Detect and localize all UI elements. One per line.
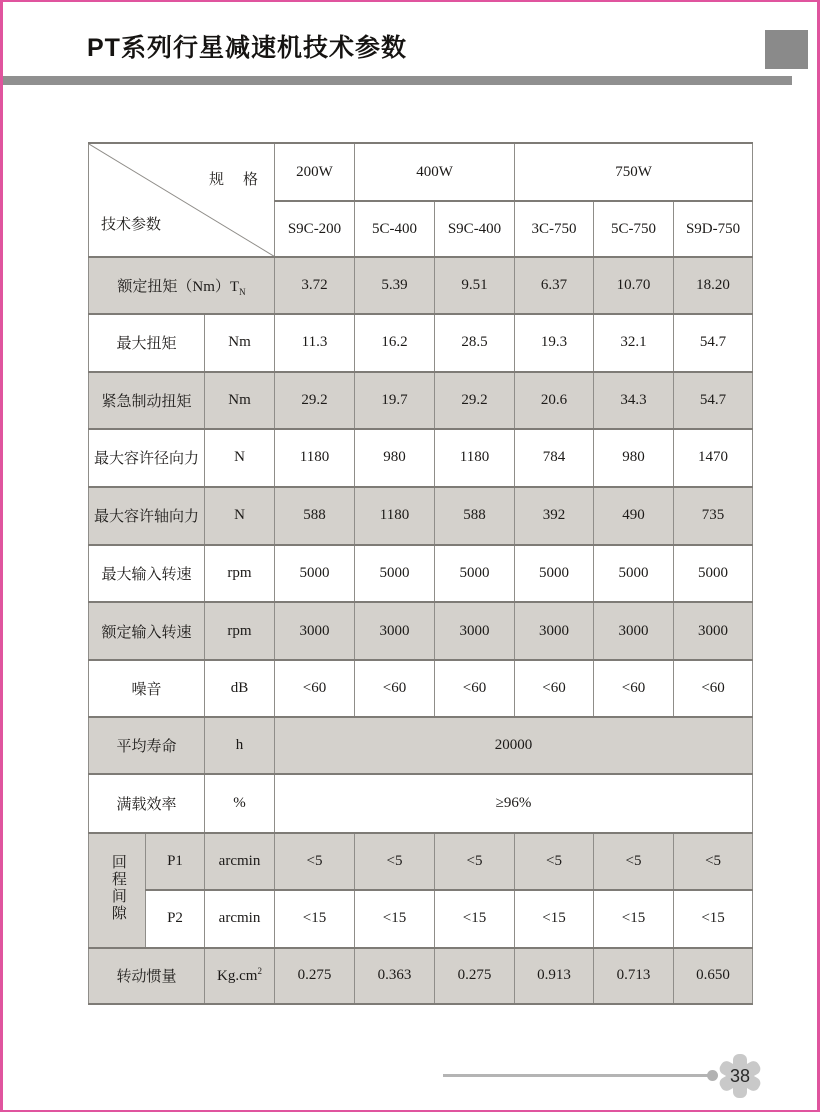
value-cell: <5 (515, 833, 594, 890)
value-cell: 5000 (515, 545, 594, 602)
value-cell: <5 (594, 833, 674, 890)
model-cell: 3C-750 (515, 201, 594, 257)
unit-cell: Nm (205, 314, 275, 371)
value-cell: <5 (355, 833, 435, 890)
row-backlash-p1 (89, 833, 753, 890)
value-cell: 980 (355, 429, 435, 487)
unit-cell: $Kg.cm^2$ (205, 948, 275, 1004)
sub-row-label: P1 (146, 833, 205, 890)
row-rated-torque (89, 257, 753, 314)
value-cell: 0.913 (515, 948, 594, 1004)
unit-cell: rpm (205, 602, 275, 660)
table-corner-cell (89, 143, 275, 257)
value-cell: 0.275 (435, 948, 515, 1004)
value-cell: 0.650 (674, 948, 753, 1004)
row-label: 额定扭矩$(Nm)T_N$ (89, 257, 275, 314)
value-cell: <60 (355, 660, 435, 717)
value-cell: 20.6 (515, 372, 594, 429)
spec-table (88, 142, 753, 1005)
value-cell: 0.275 (275, 948, 355, 1004)
footer-rule (443, 1074, 713, 1077)
value-cell: <60 (515, 660, 594, 717)
value-cell: 0.713 (594, 948, 674, 1004)
value-cell: <15 (355, 890, 435, 948)
value-cell: 980 (594, 429, 674, 487)
value-cell: 0.363 (355, 948, 435, 1004)
value-cell: 9.51 (435, 257, 515, 314)
model-cell: S9D-750 (674, 201, 753, 257)
backlash-group-label: 回程间隙 (89, 833, 146, 948)
merged-value-cell: ≥96% (275, 774, 753, 832)
value-cell: <60 (435, 660, 515, 717)
value-cell: 54.7 (674, 372, 753, 429)
row-label: 噪音 (89, 660, 205, 717)
unit-superscript: 2 (257, 966, 262, 977)
row-label: 紧急制动扭矩 (89, 372, 205, 429)
row-max-radial-force (89, 429, 753, 487)
row-label: 满载效率 (89, 774, 205, 832)
value-cell: 5000 (435, 545, 515, 602)
page-title: PT系列行星减速机技术参数 (87, 34, 407, 62)
row-rated-input-speed (89, 602, 753, 660)
row-max-axial-force (89, 487, 753, 545)
value-cell: 588 (275, 487, 355, 545)
corner-spec-label: 规 格 (209, 172, 261, 188)
value-cell: <60 (594, 660, 674, 717)
unit-cell: dB (205, 660, 275, 717)
value-cell: 19.3 (515, 314, 594, 371)
row-label: 转动惯量 (89, 948, 205, 1004)
value-cell: 3.72 (275, 257, 355, 314)
value-cell: 32.1 (594, 314, 674, 371)
value-cell: 392 (515, 487, 594, 545)
value-cell: <5 (435, 833, 515, 890)
value-cell: <15 (594, 890, 674, 948)
value-cell: 5000 (594, 545, 674, 602)
row-label: 最大扭矩 (89, 314, 205, 371)
value-cell: 490 (594, 487, 674, 545)
value-cell: 735 (674, 487, 753, 545)
row-label: 最大输入转速 (89, 545, 205, 602)
power-group-400w: 400W (355, 143, 515, 201)
value-cell: 784 (515, 429, 594, 487)
title-corner-block (765, 30, 808, 69)
unit-cell: arcmin (205, 833, 275, 890)
value-cell: <15 (674, 890, 753, 948)
value-cell: 3000 (594, 602, 674, 660)
value-cell: 10.70 (594, 257, 674, 314)
model-cell: 5C-750 (594, 201, 674, 257)
value-cell: <15 (515, 890, 594, 948)
model-cell: S9C-400 (435, 201, 515, 257)
value-cell: 6.37 (515, 257, 594, 314)
model-cell: 5C-400 (355, 201, 435, 257)
value-cell: 11.3 (275, 314, 355, 371)
value-cell: <60 (275, 660, 355, 717)
page-number-gear-icon (715, 1051, 765, 1101)
value-cell: 5.39 (355, 257, 435, 314)
value-cell: 5000 (275, 545, 355, 602)
model-cell: S9C-200 (275, 201, 355, 257)
sub-row-label: P2 (146, 890, 205, 948)
value-cell: 28.5 (435, 314, 515, 371)
value-cell: 3000 (515, 602, 594, 660)
value-cell: 29.2 (275, 372, 355, 429)
row-label: 平均寿命 (89, 717, 205, 774)
value-cell: <15 (435, 890, 515, 948)
value-cell: 1470 (674, 429, 753, 487)
label-subscript: N (239, 286, 246, 297)
value-cell: <5 (674, 833, 753, 890)
value-cell: 588 (435, 487, 515, 545)
row-max-input-speed (89, 545, 753, 602)
unit-cell: Nm (205, 372, 275, 429)
merged-value-cell: 20000 (275, 717, 753, 774)
unit-cell: arcmin (205, 890, 275, 948)
row-label: 最大容许径向力 (89, 429, 205, 487)
row-average-life (89, 717, 753, 774)
unit-cell: h (205, 717, 275, 774)
power-group-200w: 200W (275, 143, 355, 201)
value-cell: 19.7 (355, 372, 435, 429)
value-cell: 1180 (435, 429, 515, 487)
value-cell: 3000 (355, 602, 435, 660)
title-underline-bar (3, 76, 792, 85)
value-cell: <15 (275, 890, 355, 948)
value-cell: 1180 (355, 487, 435, 545)
power-group-750w: 750W (515, 143, 753, 201)
value-cell: 3000 (674, 602, 753, 660)
row-label: 额定输入转速 (89, 602, 205, 660)
value-cell: 54.7 (674, 314, 753, 371)
row-noise (89, 660, 753, 717)
row-emergency-brake-torque (89, 372, 753, 429)
diagonal-divider (89, 144, 274, 256)
header-row-power (89, 143, 753, 201)
unit-cell: N (205, 487, 275, 545)
value-cell: 16.2 (355, 314, 435, 371)
row-moment-of-inertia (89, 948, 753, 1004)
row-backlash-p2 (89, 890, 753, 948)
value-cell: <5 (275, 833, 355, 890)
unit-cell: % (205, 774, 275, 832)
value-cell: 3000 (275, 602, 355, 660)
value-cell: 1180 (275, 429, 355, 487)
value-cell: 34.3 (594, 372, 674, 429)
row-full-load-efficiency (89, 774, 753, 832)
value-cell: 29.2 (435, 372, 515, 429)
value-cell: 5000 (674, 545, 753, 602)
value-cell: 5000 (355, 545, 435, 602)
page-number: 38 (729, 1066, 751, 1086)
corner-param-label: 技术参数 (101, 217, 162, 234)
unit-cell: rpm (205, 545, 275, 602)
row-max-torque (89, 314, 753, 371)
value-cell: 18.20 (674, 257, 753, 314)
value-cell: 3000 (435, 602, 515, 660)
value-cell: <60 (674, 660, 753, 717)
unit-cell: N (205, 429, 275, 487)
row-label: 最大容许轴向力 (89, 487, 205, 545)
